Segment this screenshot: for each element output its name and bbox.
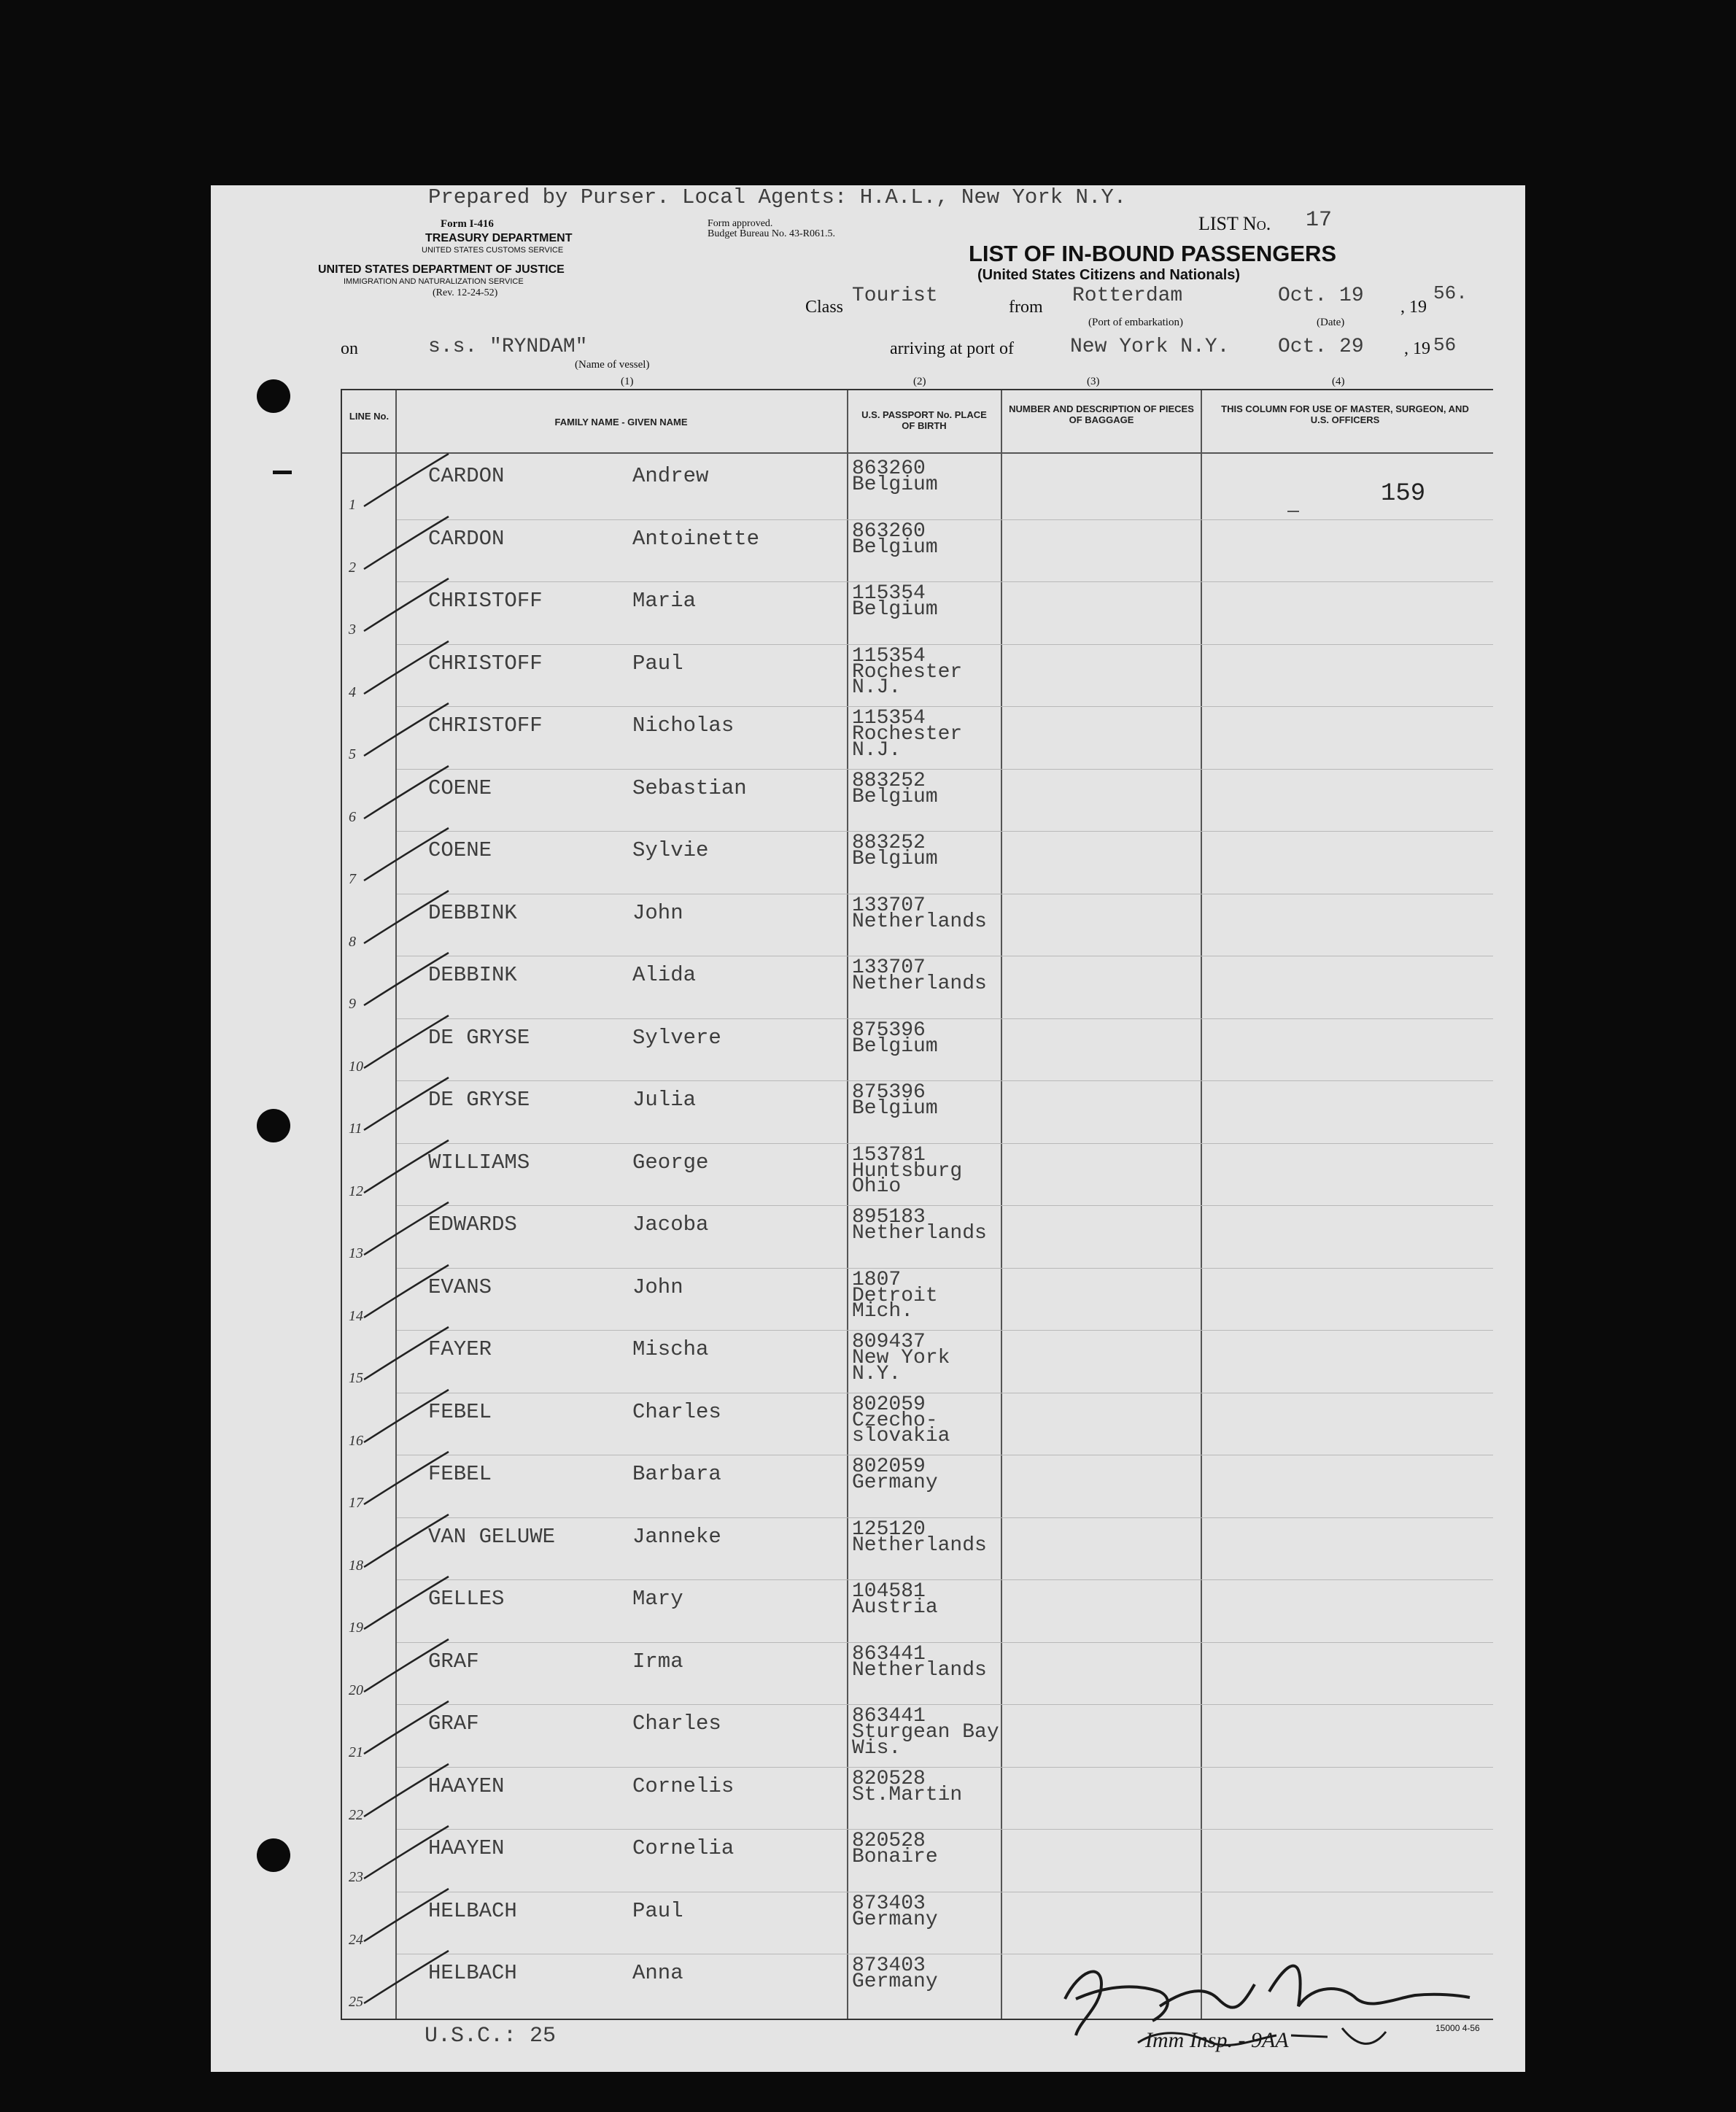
place-of-birth: Germany <box>852 1471 938 1494</box>
officer-dash <box>1287 511 1299 512</box>
passport-number: 863441 <box>852 1642 926 1666</box>
family-name: GELLES <box>428 1587 505 1611</box>
check-mark <box>361 824 456 889</box>
vessel-name: s.s. "RYNDAM" <box>428 336 588 358</box>
passport-number: 820528 <box>852 1767 926 1790</box>
passport-number: 895183 <box>852 1206 926 1229</box>
line-number: 10 <box>349 1058 363 1075</box>
given-name: Sylvie <box>632 838 709 862</box>
family-name: CHRISTOFF <box>428 651 543 676</box>
row-divider <box>397 1517 1493 1518</box>
passport-number: 802059 <box>852 1393 926 1416</box>
line-number: 1 <box>349 497 356 513</box>
check-mark <box>361 1697 456 1763</box>
place-of-birth: Belgium <box>852 535 938 559</box>
place-of-birth: Bonaire <box>852 1846 938 1868</box>
check-mark <box>361 1572 456 1638</box>
line-number: 15 <box>349 1370 363 1386</box>
family-name: CARDON <box>428 464 505 488</box>
port-embarkation-label: (Port of embarkation) <box>1088 317 1183 328</box>
row-divider <box>397 1579 1493 1580</box>
place-of-birth: Netherlands <box>852 1533 987 1557</box>
passport-number: 883252 <box>852 769 926 792</box>
family-name: DEBBINK <box>428 900 517 925</box>
given-name: Charles <box>632 1711 721 1736</box>
signature-title: Imm Insp. - 9AA <box>1145 2028 1289 2052</box>
family-name: VAN GELUWE <box>428 1524 556 1549</box>
line-number: 12 <box>349 1183 363 1199</box>
place-of-birth: Belgium <box>852 1034 938 1058</box>
check-mark <box>361 1447 456 1513</box>
form-approved: Form approved. <box>708 218 773 229</box>
passport-number: 873403 <box>852 1954 926 1977</box>
col4-label: (4) <box>1332 376 1345 387</box>
place-of-birth: Czecho- slovakia <box>852 1409 950 1448</box>
place-of-birth: New York N.Y. <box>852 1347 950 1385</box>
arrival-year-prefix: , 19 <box>1404 339 1430 358</box>
family-name: HELBACH <box>428 1961 517 1985</box>
family-name: EVANS <box>428 1274 492 1299</box>
check-mark <box>361 1510 456 1576</box>
check-mark <box>361 699 456 765</box>
row-divider <box>397 644 1493 645</box>
passport-number: 115354 <box>852 707 926 730</box>
family-name: COENE <box>428 775 492 800</box>
given-name: Jacoba <box>632 1212 709 1237</box>
line-number: 24 <box>349 1931 363 1948</box>
col3-label: (3) <box>1087 376 1100 387</box>
form-title: LIST OF IN-BOUND PASSENGERS <box>969 241 1337 266</box>
form-revision: (Rev. 12-24-52) <box>433 287 498 298</box>
row-divider <box>397 831 1493 832</box>
check-mark <box>361 762 456 827</box>
place-of-birth: Germany <box>852 1970 938 1993</box>
binder-hole-top <box>257 379 290 413</box>
header-baggage: NUMBER AND DESCRIPTION OF PIECES OF BAGGAGE <box>1009 403 1194 425</box>
family-name: CARDON <box>428 526 505 551</box>
passport-number: 104581 <box>852 1580 926 1603</box>
place-of-birth: Netherlands <box>852 1222 987 1245</box>
row-divider <box>397 706 1493 707</box>
place-of-birth: Belgium <box>852 1097 938 1120</box>
budget-bureau: Budget Bureau No. 43-R061.5. <box>708 228 835 239</box>
given-name: Cornelia <box>632 1836 735 1860</box>
given-name: Sylvere <box>632 1025 721 1050</box>
line-number: 11 <box>349 1121 363 1137</box>
on-label: on <box>341 339 358 358</box>
line-number: 3 <box>349 622 356 638</box>
print-code: 15000 4-56 <box>1435 2023 1480 2033</box>
row-divider <box>397 769 1493 770</box>
check-mark <box>361 1198 456 1264</box>
list-no-label: LIST No. <box>1198 213 1271 234</box>
header-officers-use: THIS COLUMN FOR USE OF MASTER, SURGEON, AND U.S. OFFICERS <box>1221 403 1469 425</box>
check-mark <box>361 1385 456 1451</box>
passport-number: 115354 <box>852 644 926 668</box>
place-of-birth: St.Martin <box>852 1783 963 1806</box>
usc-total: U.S.C.: 25 <box>425 2024 557 2049</box>
passport-number: 802059 <box>852 1455 926 1478</box>
arrival-date: Oct. 29 <box>1278 336 1364 358</box>
given-name: Alida <box>632 963 697 987</box>
line-number: 13 <box>349 1245 363 1261</box>
family-name: HAAYEN <box>428 1773 505 1798</box>
family-name: EDWARDS <box>428 1212 517 1237</box>
given-name: Charles <box>632 1399 721 1424</box>
arrival-port: New York N.Y. <box>1070 336 1230 358</box>
treasury-department: TREASURY DEPARTMENT <box>425 232 573 244</box>
check-mark <box>361 574 456 640</box>
line-number: 7 <box>349 871 356 887</box>
row-divider <box>397 1018 1493 1019</box>
line-number: 23 <box>349 1869 363 1885</box>
passport-number: 153781 <box>852 1143 926 1167</box>
place-of-birth: Germany <box>852 1908 938 1931</box>
binder-hole-middle <box>257 1109 290 1142</box>
check-mark <box>361 1946 456 2012</box>
passport-number: 809437 <box>852 1331 926 1353</box>
place-of-birth: Sturgean Bay Wis. <box>852 1721 999 1760</box>
passport-number: 873403 <box>852 1892 926 1915</box>
family-name: CHRISTOFF <box>428 589 543 613</box>
family-name: DE GRYSE <box>428 1088 530 1112</box>
passport-number: 863260 <box>852 519 926 543</box>
given-name: Maria <box>632 589 697 613</box>
row-divider <box>397 1080 1493 1081</box>
given-name: Mischa <box>632 1337 709 1361</box>
place-of-birth: Netherlands <box>852 910 987 933</box>
date-label: (Date) <box>1317 317 1345 328</box>
passport-number: 125120 <box>852 1517 926 1541</box>
given-name: Antoinette <box>632 526 760 551</box>
family-name: DE GRYSE <box>428 1025 530 1050</box>
form-subtitle: (United States Citizens and Nationals) <box>977 267 1241 283</box>
check-mark <box>361 1884 456 1950</box>
check-mark <box>361 886 456 952</box>
list-no-value: 17 <box>1306 208 1333 233</box>
row-divider <box>397 1704 1493 1705</box>
place-of-birth: Detroit Mich. <box>852 1284 938 1323</box>
family-name: COENE <box>428 838 492 862</box>
place-of-birth: Huntsburg Ohio <box>852 1159 963 1199</box>
row-divider <box>397 1268 1493 1269</box>
check-mark <box>361 449 456 515</box>
departure-date: Oct. 19 <box>1278 285 1364 307</box>
line-number: 5 <box>349 746 356 762</box>
family-name: FAYER <box>428 1337 492 1361</box>
passport-number: 133707 <box>852 956 926 979</box>
line-number: 2 <box>349 559 356 576</box>
check-mark <box>361 512 456 578</box>
line-number: 20 <box>349 1682 363 1698</box>
place-of-birth: Belgium <box>852 598 938 621</box>
class-value: Tourist <box>852 285 938 307</box>
vessel-label: (Name of vessel) <box>575 359 650 371</box>
check-mark <box>361 1635 456 1701</box>
check-mark <box>361 948 456 1014</box>
given-name: Paul <box>632 1898 683 1923</box>
row-divider <box>397 519 1493 520</box>
from-value: Rotterdam <box>1072 285 1183 307</box>
place-of-birth: Austria <box>852 1596 938 1619</box>
family-name: HELBACH <box>428 1898 517 1923</box>
line-number: 18 <box>349 1557 363 1574</box>
given-name: Mary <box>632 1587 683 1611</box>
check-mark <box>361 1011 456 1077</box>
line-number: 8 <box>349 933 356 950</box>
signature-text: Herbert W. Weithaus <box>1291 1964 1352 1972</box>
passport-number: 1807 <box>852 1268 902 1291</box>
given-name: Julia <box>632 1088 697 1112</box>
family-name: HAAYEN <box>428 1836 505 1860</box>
family-name: FEBEL <box>428 1462 492 1486</box>
header-family-given-name: FAMILY NAME - GIVEN NAME <box>554 417 688 428</box>
passport-number: 863260 <box>852 457 926 480</box>
row-divider <box>397 1829 1493 1830</box>
check-mark <box>361 1822 456 1887</box>
given-name: Irma <box>632 1649 683 1674</box>
check-mark <box>361 1760 456 1825</box>
line-number: 22 <box>349 1806 363 1823</box>
row-divider <box>397 1642 1493 1643</box>
family-name: WILLIAMS <box>428 1150 530 1175</box>
family-name: GRAF <box>428 1649 479 1674</box>
check-mark <box>361 1323 456 1388</box>
line-number: 17 <box>349 1495 363 1511</box>
line-number: 21 <box>349 1744 363 1760</box>
line-number: 9 <box>349 996 356 1012</box>
family-name: GRAF <box>428 1711 479 1736</box>
passport-number: 883252 <box>852 832 926 854</box>
row-divider <box>397 581 1493 582</box>
passport-number: 875396 <box>852 1081 926 1104</box>
given-name: Barbara <box>632 1462 721 1486</box>
officer-note: 159 <box>1381 480 1426 508</box>
place-of-birth: Belgium <box>852 473 938 496</box>
passport-number: 133707 <box>852 894 926 917</box>
line-number: 14 <box>349 1307 363 1324</box>
immigration-service: IMMIGRATION AND NATURALIZATION SERVICE <box>344 277 524 286</box>
row-divider <box>397 1143 1493 1144</box>
place-of-birth: Belgium <box>852 848 938 870</box>
given-name: Anna <box>632 1961 683 1985</box>
given-name: John <box>632 1274 683 1299</box>
place-of-birth: Belgium <box>852 785 938 808</box>
passport-number: 820528 <box>852 1830 926 1852</box>
arrival-year: 56 <box>1433 334 1457 356</box>
check-mark <box>361 1261 456 1326</box>
customs-service: UNITED STATES CUSTOMS SERVICE <box>422 246 564 255</box>
given-name: Cornelis <box>632 1773 735 1798</box>
given-name: Andrew <box>632 464 709 488</box>
line-number: 25 <box>349 1994 363 2010</box>
family-name: FEBEL <box>428 1399 492 1424</box>
form-number: Form I-416 <box>441 218 494 230</box>
given-name: John <box>632 900 683 925</box>
line-number: 4 <box>349 684 356 700</box>
given-name: Nicholas <box>632 713 735 738</box>
header-line-no: LINE No. <box>349 411 390 422</box>
given-name: George <box>632 1150 709 1175</box>
class-label: Class <box>805 298 844 317</box>
col2-label: (2) <box>913 376 926 387</box>
col1-label: (1) <box>621 376 634 387</box>
margin-mark <box>273 471 292 474</box>
family-name: DEBBINK <box>428 963 517 987</box>
check-mark <box>361 1073 456 1139</box>
line-number: 6 <box>349 808 356 825</box>
check-mark <box>361 1136 456 1202</box>
line-number: 16 <box>349 1432 363 1449</box>
family-name: CHRISTOFF <box>428 713 543 738</box>
given-name: Sebastian <box>632 775 747 800</box>
row-divider <box>397 1330 1493 1331</box>
place-of-birth: Rochester N.J. <box>852 723 963 762</box>
passport-number: 863441 <box>852 1705 926 1728</box>
from-label: from <box>1009 298 1043 317</box>
passport-number: 875396 <box>852 1018 926 1042</box>
place-of-birth: Rochester N.J. <box>852 660 963 700</box>
given-name: Paul <box>632 651 683 676</box>
justice-department: UNITED STATES DEPARTMENT OF JUSTICE <box>318 263 565 276</box>
departure-year-prefix: , 19 <box>1400 298 1427 317</box>
given-name: Janneke <box>632 1524 721 1549</box>
place-of-birth: Netherlands <box>852 1658 987 1682</box>
passport-number: 115354 <box>852 582 926 605</box>
line-number: 19 <box>349 1620 363 1636</box>
place-of-birth: Netherlands <box>852 972 987 995</box>
prepared-by-line: Prepared by Purser. Local Agents: H.A.L., New York N.Y. <box>428 185 1127 209</box>
row-divider <box>397 1205 1493 1206</box>
check-mark <box>361 637 456 703</box>
departure-year: 56. <box>1433 282 1468 304</box>
row-divider <box>397 1767 1493 1768</box>
binder-hole-bottom <box>257 1838 290 1872</box>
header-passport-place-birth: U.S. PASSPORT No. PLACE OF BIRTH <box>861 409 987 431</box>
arriving-label: arriving at port of <box>890 339 1014 358</box>
